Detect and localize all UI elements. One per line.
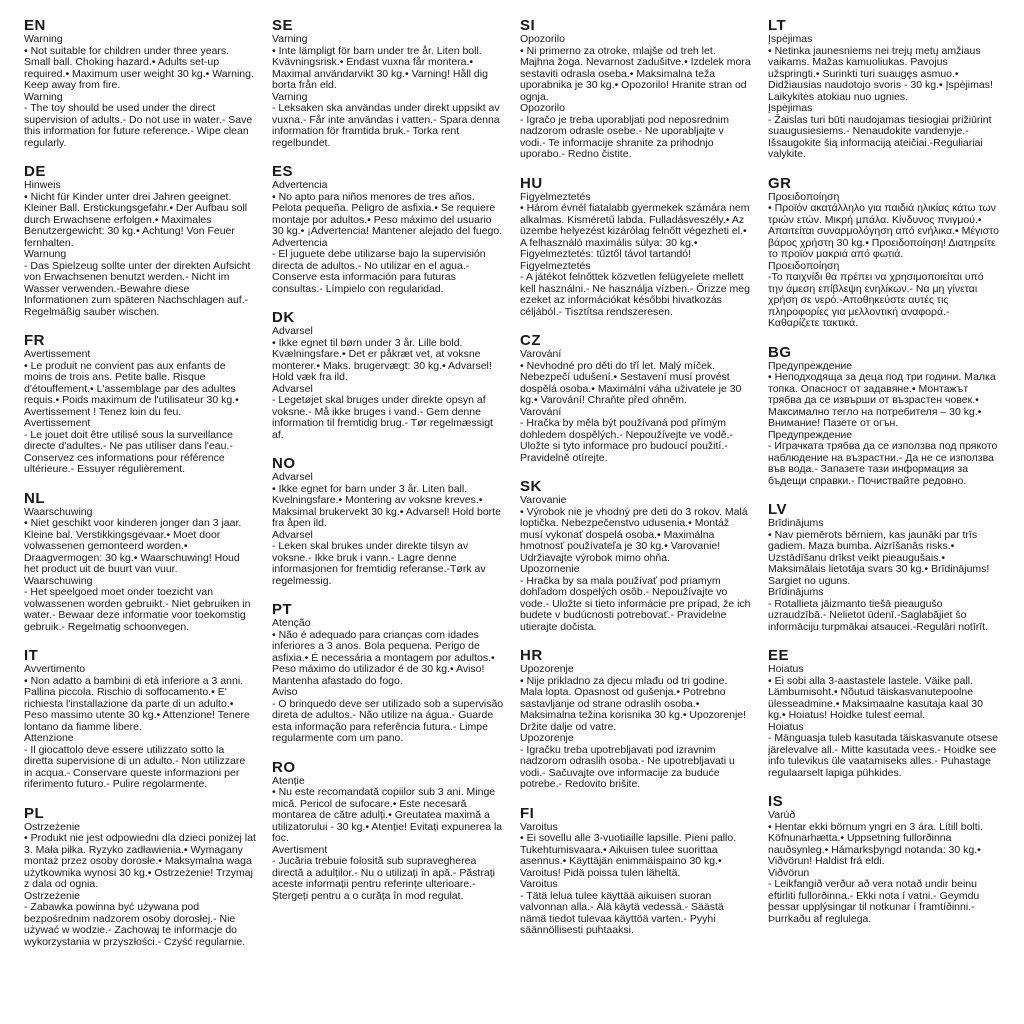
language-block-sk [520,479,752,633]
language-code: HU [520,174,543,192]
warning-text-line: Advarsel [272,471,313,483]
language-code: NO [272,455,296,472]
warning-text-line: • Not suitable for children under three years. Small ball. Choking hazard.• Adults set-up required.• Maximum user weight 30 kg.• Warning. Keep away from fire. [24,44,254,91]
language-block-en [24,18,256,149]
warning-text-line: - Leikfangið verður að vera notað undir beinu eftirliti fullorðinna.- Ekki nota í vatni.- Geymdu þessar upplýsingar til notkunar í framtíðinni.- Þurrkaðu af reglulega. [768,878,980,925]
language-block-es [272,164,504,295]
language-block-no [272,456,504,587]
warning-text-line: Įspėjimas [768,102,813,114]
language-code: RO [272,758,296,776]
warning-text-line: Avvertimento [24,663,86,675]
language-code: IT [24,647,39,664]
warning-text-line: • Ikke egnet for barn under 3 år. Liten ball. Kvelningsfare.• Montering av voksne kreves.• Maksimal brukervekt 30 kg.• Advarsel! Hold borte fra åpen ild. [272,482,501,529]
language-code: SE [272,18,294,34]
warning-text-line: Varování [520,348,562,360]
language-code: DE [24,163,46,180]
warning-text-line: - Mänguasja tuleb kasutada täiskasvanute otsese järelevalve all.- Mitte kasutada vees.- Hoidke see info tulevikus üle vaatamiseks alles.- Puhastage regulaarselt lapiga pühkides. [768,732,998,779]
warning-text-line: Varúð [768,809,796,821]
warning-text-line: - Legetøjet skal bruges under direkte opsyn af voksne.- Må ikke bruges i vand.- Gem denne information til fremtidig brug.- Tør regelmæssigt af. [272,394,493,441]
warning-text-line: Varovanie [520,494,567,506]
language-code: GR [768,174,792,192]
warning-text-line: • Výrobok nie je vhodný pre deti do 3 rokov. Malá loptička. Nebezpečenstvo udusenia.• Montáž musí vykonať dospelá osoba.• Maximálna hmotnosť používateľa je 30 kg.• Varovanie! Udržiavajte výrobok mimo ohňa. [520,505,748,564]
language-block-gr [768,176,1000,330]
warning-text-line: Viðvörun [768,866,810,879]
warning-text-line: • Produkt nie jest odpowiedni dla dzieci poniżej lat 3. Mała piłka. Ryzyko zadławienia.• Wymagany montaż przez osoby dorosłe.• Maksymalna waga użytkownika wynosi 30 kg.• Ostrzeżenie! Trzymaj z dala od ognia. [24,832,256,890]
language-block-lt [768,18,1000,161]
warning-text-line: • Προϊόν ακατάλληλο για παιδιά ηλικίας κάτω των τριών ετών. Μικρή μπάλα. Κίνδυνος πνιγμού.• Απαιτείται συναρμολόγηση από ενήλικα.• Μέγιστο βάρος χρήστη 30 kg.• Προειδοποίηση! Διατηρείτε το προϊόν μακριά από φωτιά. [768,202,999,260]
language-block-pt [272,602,504,745]
warning-text-line: • Három évnél fiatalabb gyermekek számára nem alkalmas. Kisméretű labda. Fulladásveszély.• Az üzembe helyezést kizárólag felnőtt végezheti el.• A felhasználó maximális súlya: 30 kg.• Figyelmeztetés: tűztől távol tartandó! [520,202,750,260]
language-block-ro [272,760,504,903]
warning-text-line: Hinweis [24,179,61,191]
warning-text-line: Advertencia [272,236,328,249]
warning-text-line: - The toy should be used under the direct supervision of adults.- Do not use in water.- Save this information for future reference.- Wipe clean regularly. [24,102,253,149]
warning-text-line: - Le jouet doit être utilisé sous la surveillance directe d'adultes.- Ne pas utiliser dans l'eau.- Conservez ces informations pour référence ultérieure.- Essuyer régulièrement. [24,428,233,475]
warning-text-line: Advarsel [272,325,313,337]
warning-text-line: • Ei sovellu alle 3-vuotiaille lapsille. Pieni pallo. Tukehtumisvaara.• Aikuisen tulee suorittaa asennus.• Käyttäjän enimmäispaino 30 kg.• Varoitus! Pidä poissa tulen läheltä. [520,832,737,879]
language-block-nl [24,491,256,634]
warning-text-line: • No apto para niños menores de tres años. Pelota pequeña. Peligro de asfixia.• Se requiere montaje por adultos.• Peso máximo del usuario 30 kg.• ¡Advertencia! Mantener alejado del fuego. [272,190,503,237]
language-block-cz [520,333,752,464]
warning-text-line: • Nije prikladno za djecu mlađu od tri godine. Mala lopta. Opasnost od gušenja.• Potrebno sastavljanje od strane odraslih osoba.• Maksimalna težina korisnika 30 kg.• Upozorenje! Držite dalje od vatre. [520,674,747,733]
language-code: LV [768,501,788,518]
warning-text-line: - A játékot felnőttek közvetlen felügyelete mellett kell használni.- Ne használja vízben.- Őrizze meg ezeket az információkat későbbi hivatkozás céljából.- Tisztítsa rendszeresen. [520,271,750,318]
warning-text-line: - Hračka by měla být používaná pod přímým dohledem dospělých.- Nepoužívejte ve vodě.- Uložte si tyto informace pro budoucí použití.- Pravidelně otírejte. [520,417,734,464]
warning-text-line: - Het speelgoed moet onder toezicht van volwassenen worden gebruikt.- Niet gebruiken in water.- Bewaar deze informatie voor toekomstig gebruik.- Regelmatig schoonvegen. [24,586,251,633]
language-code: IS [768,793,784,810]
language-block-lv [768,502,1000,633]
warning-text-line: • Netinka jaunesniems nei trejų metų amžiaus vaikams. Mažas kamuoliukas. Pavojus užspringti.• Surinkti turi suaugęs asmuo.• Didžiausias naudotojo svoris - 30 kg.• Įspėjimas! Laikykitės atokiau nuo ugnies. [768,44,993,103]
warning-text-line: Προειδοποίηση [768,190,840,203]
language-code: LT [768,18,787,34]
warning-text-line: Waarschuwing [24,505,93,518]
language-column [768,18,1000,1024]
warning-text-line: Upozornenie [520,563,580,575]
warning-text-line: • Nu este recomandată copiilor sub 3 ani. Minge mică. Pericol de sufocare.• Este necesară montarea de către adulți.• Greutatea maximă a utilizatorului - 30 kg.• Atenție! Evitați expunerea la foc. [272,786,503,844]
language-block-hu [520,176,752,319]
warning-text-line: - Das Spielzeug sollte unter der direkten Aufsicht von Erwachsenen benutzt werden.- Nicht im Wasser verwenden.-Bewahre diese Informationen zum späteren Nachschlagen auf.-Regelmäßig sauber wischen. [24,259,251,318]
warning-text-line: Atenție [272,774,305,787]
warning-text-line: Figyelmeztetés [520,190,591,203]
warning-text-line: Warnung [24,248,67,260]
warning-text-line: Avertisment [272,843,328,856]
warning-text-line: Avertissement [24,417,91,429]
language-block-hr [520,648,752,791]
warning-text-line: Предупреждение [768,428,853,441]
warning-text-line: Varning [272,33,308,45]
warning-text-line: - Zabawka powinna być używana pod bezpośrednim nadzorem osoby dorosłej.- Nie używać w wodzie.- Zachowaj te informacje do wykorzystania w przyszłości.- Czyść regularnie. [24,901,246,948]
language-code: PT [272,601,293,618]
warning-text-line: • Nicht für Kinder unter drei Jahren geeignet. Kleiner Ball. Erstickungsgefahr.• Der Aufbau soll durch Erwachsene erfolgen.• Maximales Benutzergewicht: 30 kg.• Achtung! Von Feuer fernhalten. [24,190,248,249]
language-code: EE [768,647,790,664]
warning-text-line: Advertencia [272,179,328,191]
warning-text-line: - Jucăria trebuie folosită sub supravegherea directă a adulților.- Nu o utilizați în apă.- Păstrați aceste informații pentru referințe ulterioare.- Ștergeți pentru a o curăța în mod regulat. [272,855,495,902]
warning-text-line: Waarschuwing [24,574,93,587]
language-code: DK [272,309,295,326]
warning-text-line: - El juguete debe utilizarse bajo la supervisión directa de adultos.- No utilizar en el agua.- Conserve esta información para futuras consultas.- Límpielo con regularidad. [272,248,486,295]
warning-text-line: Figyelmeztetés [520,259,591,272]
warning-text-line: Varning [272,90,308,103]
warning-text-line: Hoiatus [768,663,804,675]
warning-text-line: • Le produit ne convient pas aux enfants de moins de trois ans. Petite balle. Risque d'étouffement.• L'assemblage par des adultes requis.• Poids maximum de l'utilisateur 30 kg.• Avertissement ! Tenez loin du feu. [24,359,239,418]
language-code: FR [24,332,45,349]
language-block-si [520,18,752,161]
warning-text-line: • Não é adequado para crianças com idades inferiores a 3 anos. Bola pequena. Perigo de asfixia.• É necessária a montagem por adultos.• Peso máximo do utilizador é de 30 kg.• Aviso! Mantenha afastado do fogo. [272,628,495,687]
language-block-dk [272,310,504,441]
warning-text-line: • Hentar ekki börnum yngri en 3 ára. Lítill bolti. Köfnunarhætta.• Uppsetning fullorðinna nauðsynleg.• Hámarksþyngd notanda: 30 kg.• Viðvörun! Haldist frá eldi. [768,820,983,867]
warning-text-line: Varoitus [520,878,558,890]
warning-text-line: - Играчката трябва да се използва под прякото наблюдение на възрастни.- Да не се използва във вода.- Запазете тази информация за бъдещи справки.- Почиствайте редовно. [768,440,998,487]
language-code: PL [24,804,45,822]
language-code: SI [520,18,536,34]
language-block-bg [768,345,1000,488]
warning-text-line: • Ni primerno za otroke, mlajše od treh let. Majhna žoga. Nevarnost zadušitve.• Izdelek mora sestaviti odrasla oseba.• Maksimalna teža uporabnika je 30 kg.• Opozorilo! Hranite stran od ognja. [520,44,751,103]
language-code: ES [272,163,294,180]
warning-text-line: Warning [24,90,63,103]
warning-text-line: • Неподходяща за деца под три години. Малка топка. Опасност от задавяне.• Монтажът трябва да се извърши от възрастен човек.• Максимално тегло на потребителя – 30 kg.• Внимание! Пазете от огън. [768,371,996,429]
language-code: FI [520,804,535,822]
warning-text-line: - Il giocattolo deve essere utilizzato sotto la diretta supervisione di un adulto.- Non utilizzare in acqua.- Conservare queste informazioni per riferimento futuro.- Pulire regolarmente. [24,743,246,790]
warning-text-line: Varoitus [520,820,558,833]
language-block-de [24,164,256,318]
warning-text-line: - Tätä lelua tulee käyttää aikuisen suoran valvonnan alla.- Älä käytä vedessä.- Säästä nämä tiedot tulevaa käyttöä varten.- Pyyhi säännöllisesti puhtaaksi. [520,889,724,936]
warning-text-line: Opozorilo [520,102,565,114]
warning-text-line: Hoiatus [768,720,804,733]
language-block-se [272,18,504,149]
warning-text-line: Aviso [272,686,298,698]
warning-text-line: Advarsel [272,382,313,395]
warning-text-line: Ostrzeżenie [24,889,81,902]
warning-text-line: • Nav piemērots bērniem, kas jaunāki par trīs gadiem. Maza bumba. Aizrīšanās risks.• Uzstādīšanu drīkst veikt pieaugušais.• Maksimālais lietotāja svars 30 kg.• Brīdinājums! Sargiet no uguns. [768,528,990,587]
language-block-fi [520,806,752,937]
warning-text-line: Advarsel [272,528,313,541]
warning-text-line: Opozorilo [520,33,565,45]
warning-text-line: - O brinquedo deve ser utilizado sob a supervisão direta de adultos.- Não utilize na água.- Guarde esta informação para referência futura.- Limpe regularmente com um pano. [272,697,504,744]
warning-text-line: • Ikke egnet til børn under 3 år. Lille bold. Kvælningsfare.• Det er påkræt vet, at voksne monterer.• Maks. brugervægt: 30 kg.• Advarsel! Hold væk fra ild. [272,336,492,383]
language-code: NL [24,489,45,507]
warning-text-line: Brīdinājums [768,586,824,598]
language-column [24,18,256,1024]
warning-text-line: • Niet geschikt voor kinderen jonger dan 3 jaar. Kleine bal. Verstikkingsgevaar.• Moet door volwassenen gemonteerd worden.• Draagvermogen: 30 kg.• Waarschuwing! Houd het product uit de buurt van vuur. [24,517,242,575]
warning-text-line: Avertissement [24,348,91,360]
language-column [520,18,752,1024]
language-code: EN [24,18,46,34]
warning-text-line: Varování [520,405,562,418]
warning-text-line: - Igračo je treba uporabljati pod neposrednim nadzorom odrasle osebe.- Ne uporabljajte v vodi.- Te informacije shranite za prihodnjo uporabo.- Redno čistite. [520,113,729,160]
language-code: HR [520,647,543,664]
language-column [272,18,504,1024]
language-block-pl [24,806,256,949]
warning-text-line: - Hračka by sa mala používať pod priamym dohľadom dospelých osôb.- Nepoužívajte vo vode.- Uložte si tieto informácie pre prípad, že ich budete v budúcnosti potrebovať.- Pravidelne utierajte dočista. [520,574,751,633]
language-block-it [24,648,256,791]
warning-text-line: • Ei sobi alla 3-aastastele lastele. Väike pall. Lämbumisoht.• Nõutud täiskasvanutepoolne ülesseadmine.• Maksimaalne kasutaja kaal 30 kg.• Hoiatus! Hoidke tulest eemal. [768,674,983,721]
warning-text-line: • Non adatto a bambini di età inferiore a 3 anni. Pallina piccola. Rischio di soffocamento.• E' richiesta l'installazione da parte di un adulto.• Peso massimo utente 30 kg.• Attenzione! Tenere lontano da fiamme libere. [24,674,250,733]
warning-text-line: - Igračku treba upotrebljavati pod izravnim nadzorom odraslih osoba.- Ne upotrebljavati u vodi.- Sačuvajte ove informacije za buduće potrebe.- Redovito brišite. [520,743,735,790]
warning-text-line: Brīdinājums [768,517,824,529]
warning-text-line: Upozorenje [520,663,574,675]
warning-text-line: - Žaislas turi būti naudojamas tiesiogiai prižiūrint suaugusiesiems.- Nenaudokite vandenyje.-Išsaugokite šią informaciją ateičiai.-Reguliariai valykite. [768,113,992,160]
warning-text-line: • Nevhodné pro děti do tří let. Malý míček. Nebezpečí udušení.• Sestavení musí provést dospělá osoba.• Maximální váha uživatele je 30 kg.• Varování! Chraňte před ohněm. [520,359,742,406]
warning-text-line: Предупреждение [768,359,853,372]
language-code: BG [768,343,792,361]
language-block-is [768,794,1000,925]
language-block-fr [24,333,256,476]
warning-text-line: - Rotallieta jāizmanto tiešā pieaugušo uzraudzībā.- Nelietot ūdenī.-Saglabājiet šo informāciju turpmākai atsaucei.-Regulāri notīrīt. [768,597,989,633]
warning-text-line: Warning [24,33,63,45]
warning-text-line: Attenzione [24,732,74,744]
language-block-ee [768,648,1000,779]
warning-text-line: • Inte lämpligt för barn under tre år. Liten boll. Kvävningsrisk.• Endast vuxna får montera.• Maximal användarvikt 30 kg.• Varning! Håll dig borta från eld. [272,44,488,91]
warning-text-line: Įspėjimas [768,33,813,45]
warning-text-line: Upozorenje [520,732,574,744]
warning-text-line: - Leken skal brukes under direkte tilsyn av voksne.- Ikke bruk i vann.- Lagre denne informasjonen for fremtidig referanse.-Tørk av regelmessig. [272,540,486,587]
warning-text-line: Ostrzeżenie [24,820,81,833]
warning-text-line: Atenção [272,617,311,629]
warning-text-line: Προειδοποίηση [768,259,840,272]
language-code: SK [520,478,542,495]
warning-text-line: - Leksaken ska användas under direkt uppsikt av vuxna.- Får inte användas i vatten.- Spara denna information för framtida bruk.- Torka rent regelbundet. [272,102,500,149]
warning-text-line: -Το παιχνίδι θα πρέπει να χρησιμοποιείται υπό την άμεση επίβλεψη ενηλίκων.- Να μη γίνεται χρήση σε νερό.-Αποθηκεύστε αυτές τις πληροφορίες για μελλοντική αναφορά.-Καθαρίζετε τακτικά. [768,271,984,329]
language-code: CZ [520,332,541,349]
